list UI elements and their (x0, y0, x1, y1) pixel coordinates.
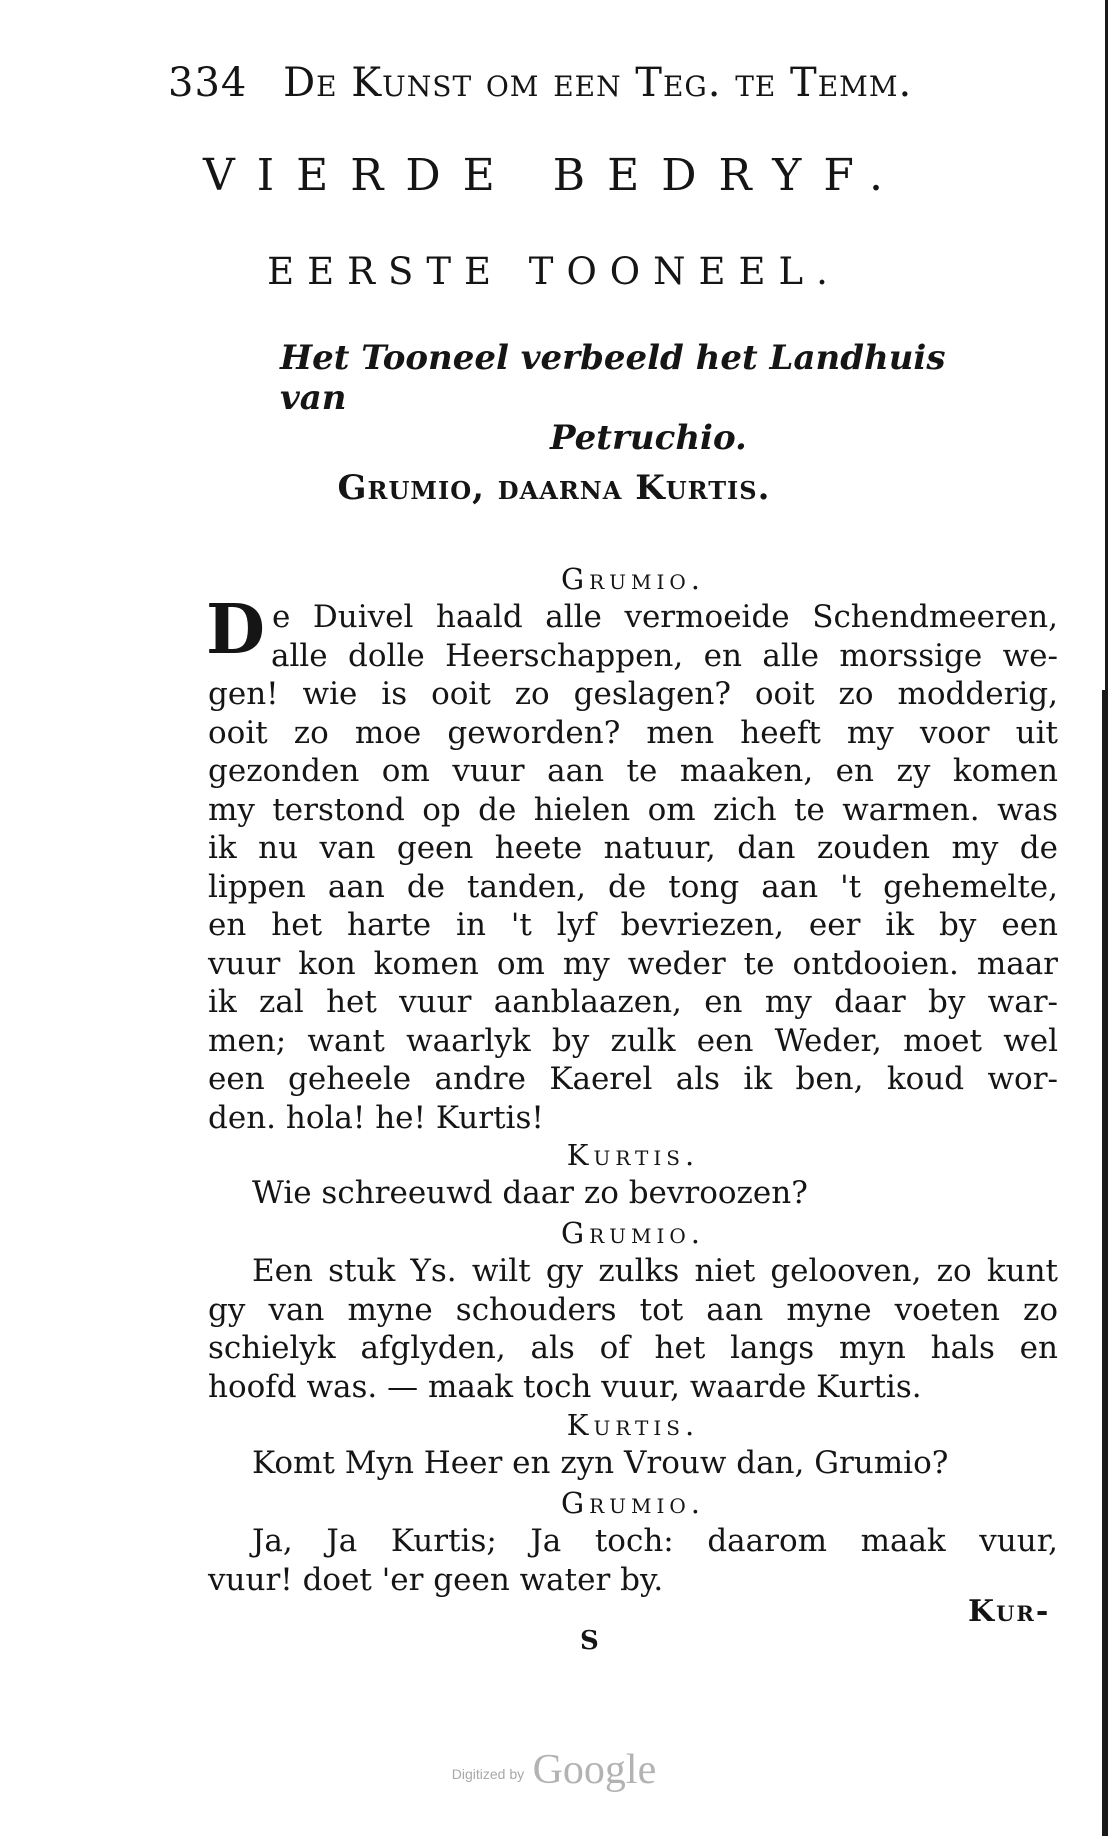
speech (208, 1484, 1058, 1599)
scene-heading: EERSTE TOONEEL. (267, 250, 841, 293)
running-title: De Kunst om een Teg. te Temm. (283, 60, 913, 106)
text-line: den. hola! he! Kurtis! (208, 1099, 544, 1136)
text-line: my terstond op de hielen om zich te warmen. was (208, 791, 1058, 828)
speech (208, 1406, 1058, 1483)
text-line: alle dolle Heerschappen, en alle morssige we- (270, 637, 1058, 674)
text-line: hoofd was. — maak toch vuur, waarde Kurtis. (208, 1368, 922, 1405)
speaker-name: Kurtis. (566, 1408, 700, 1442)
text-line: gen! wie is ooit zo geslagen? ooit zo modderig, (208, 676, 1058, 712)
act-heading: VIERDE BEDRYF. (202, 150, 905, 201)
speech (208, 1214, 1058, 1406)
text-line: gezonden om vuur aan te maaken, en zy komen (208, 753, 1058, 789)
page-number: 334 (168, 60, 248, 106)
text-line: en het harte in 't lyf bevriezen, eer ik by een (208, 907, 1058, 943)
text-line: gy van myne schouders tot aan myne voeten zo (208, 1291, 1058, 1328)
text-line: men; want waarlyk by zulk een Weder, moet wel (208, 1022, 1058, 1059)
characters-line: Grumio, daarna Kurtis. (337, 468, 771, 508)
speech (208, 1136, 1058, 1213)
text-line: Komt Myn Heer en zyn Vrouw dan, Grumio? (252, 1445, 949, 1481)
running-head (168, 60, 1008, 106)
text-line: ooit zo moe geworden? men heeft my voor uit (208, 714, 1058, 751)
speaker-name: Grumio. (560, 1216, 706, 1250)
digitization-watermark (0, 1746, 1108, 1794)
text-line: schielyk afglyden, als of het langs myn hals en (208, 1330, 1058, 1366)
catchword: Kur- (968, 1594, 1051, 1629)
signature-mark: S (580, 1626, 599, 1656)
text-line: vuur! doet 'er geen water by. (208, 1561, 664, 1598)
stage-setting-line2: Petruchio. (550, 418, 747, 458)
text-line: Wie schreeuwd daar zo bevroozen? (252, 1175, 808, 1211)
speaker-name: Grumio. (560, 562, 706, 596)
text-line: ik nu van geen heete natuur, dan zouden my de (208, 830, 1058, 866)
text-line: vuur kon komen om my weder te ontdooien. maar (208, 945, 1058, 982)
stage-setting-line1: Het Tooneel verbeeld het Landhuis van (280, 338, 946, 418)
speaker-name: Grumio. (560, 1486, 706, 1520)
speaker-name: Kurtis. (566, 1138, 700, 1172)
text-line: een geheele andre Kaerel als ik ben, koud wor- (208, 1061, 1058, 1097)
text-line: lippen aan de tanden, de tong aan 't gehemelte, (208, 868, 1058, 905)
stage-setting (280, 338, 1020, 458)
digitized-by-label: Digitized by (451, 1766, 525, 1782)
speech (208, 560, 1058, 1137)
drop-cap: D (206, 590, 265, 670)
text-line: Een stuk Ys. wilt gy zulks niet gelooven, zo kunt (252, 1253, 1058, 1289)
text-line: ik zal het vuur aanblaazen, en my daar by war- (208, 984, 1058, 1020)
speech-body (206, 590, 1058, 1137)
text-line: e Duivel haald alle vermoeide Schendmeeren, (272, 599, 1058, 635)
text-line: Ja, Ja Kurtis; Ja toch: daarom maak vuur, (252, 1523, 1058, 1559)
google-logo: Google (532, 1747, 657, 1793)
page-edge-lower (1102, 690, 1107, 1836)
